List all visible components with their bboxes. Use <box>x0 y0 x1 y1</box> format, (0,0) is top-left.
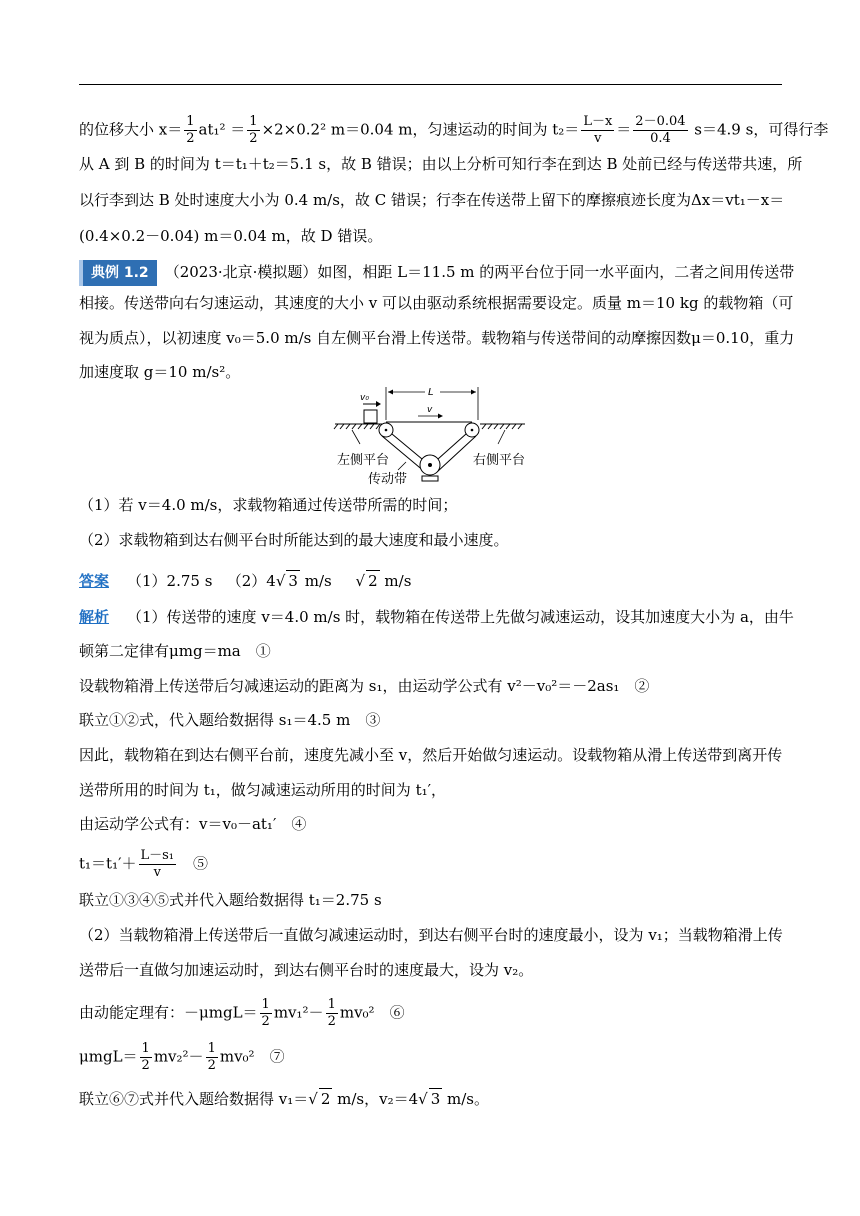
example-line4: 加速度取 g＝10 m/s²。 <box>79 363 241 381</box>
question-1: （1）若 v＝4.0 m/s，求载物箱通过传送带所需的时间； <box>79 496 458 514</box>
example-line2: 相接。传送带向右匀速运动，其速度的大小 v 可以由驱动系统根据需要设定。质量 m＝10 kg 的载物箱（可 <box>79 294 794 312</box>
conveyor-figure <box>330 384 530 484</box>
analysis-line11: 送带后一直做匀加速运动时，到达右侧平台时的速度最大，设为 v₂。 <box>79 961 534 979</box>
left-platform-label: 左侧平台 <box>337 453 390 468</box>
answer-line: 答案 （1）2.75 s （2）4√ 3 m/s √ 2 m/s <box>79 572 412 590</box>
analysis-line14: 联立⑥⑦式并代入题给数据得 v₁＝√ 2 m/s，v₂＝4√ 3 m/s。 <box>79 1090 490 1108</box>
left-platform-ground <box>334 424 382 429</box>
label-v0: v₀ <box>360 393 369 403</box>
para1-line4: (0.4×0.2－0.04) m＝0.04 m，故 D 错误。 <box>79 227 383 245</box>
example-tag: 典例 1.2 <box>79 260 157 286</box>
example-line1: 典例 1.2 （2023·北京·模拟题）如图，相距 L＝11.5 m 的两平台位于同一水平面内，二者之间用传送带 <box>79 260 782 286</box>
para1-line2: 从 A 到 B 的时间为 t＝t₁＋t₂＝5.1 s，故 B 错误；由以上分析可知行李在到达 B 处前已经与传送带共速，所 <box>79 155 803 173</box>
analysis-line12: 由动能定理有：－μmgL＝ $\frac{1}{2}$ mv₁²－ $\frac{1}{2}$ mv₀² ⑥ <box>79 997 405 1029</box>
para1-line3: 以行李到达 B 处时速度大小为 0.4 m/s，故 C 错误；行李在传送带上留下的摩擦痕迹长度为Δx＝vt₁－x＝ <box>79 191 785 209</box>
analysis-line13: μmgL＝ $\frac{1}{2}$ mv₂²－ $\frac{1}{2}$ mv₀² ⑦ <box>79 1041 285 1073</box>
analysis-line8: t₁＝t₁′＋ $\frac{\text{L－s₁}}{v}$ ⑤ <box>79 848 209 880</box>
para1-line1: 的位移大小 x＝ $\frac{1}{2}$ at₁² ＝ $\frac{1}{2}$ ×2×0.2² m＝0.04 m，匀速运动的时间为 t₂＝ $\frac{L-x}{v}$ ＝ $\frac{2-0.04}{0.4}$ s＝4.9 s，可得行李 <box>79 114 829 146</box>
analysis-line7: 由运动学公式有：v＝v₀－at₁′ ④ <box>79 815 307 833</box>
analysis-line4: 联立①②式，代入题给数据得 s₁＝4.5 m ③ <box>79 711 381 729</box>
label-L: L <box>428 387 434 398</box>
cargo-box <box>364 410 377 423</box>
example-line3: 视为质点），以初速度 v₀＝5.0 m/s 自左侧平台滑上传送带。载物箱与传送带间的动摩擦因数μ＝0.10，重力 <box>79 329 795 347</box>
header-rule <box>79 84 782 85</box>
analysis-line3: 设载物箱滑上传送带后匀减速运动的距离为 s₁，由运动学公式有 v²－v₀²＝－2as₁ ② <box>79 677 650 695</box>
analysis-line5: 因此，载物箱在到达右侧平台前，速度先减小至 v，然后开始做匀速运动。设载物箱从滑上传送带到离开传 <box>79 746 783 764</box>
analysis-line6: 送带所用的时间为 t₁，做匀减速运动所用的时间为 t₁′， <box>79 781 447 799</box>
label-v: v <box>427 405 433 415</box>
analysis-line10: （2）当载物箱滑上传送带后一直做匀减速运动时，到达右侧平台时的速度最小，设为 v₁；当载物箱滑上传 <box>79 926 783 944</box>
analysis-line1: 解析 （1）传送带的速度 v＝4.0 m/s 时，载物箱在传送带上先做匀减速运动，设其加速度大小为 a，由牛 <box>79 608 794 626</box>
right-platform-label: 右侧平台 <box>473 453 526 468</box>
analysis-label: 解析 <box>79 608 110 626</box>
analysis-line9: 联立①③④⑤式并代入题给数据得 t₁＝2.75 s <box>79 891 382 909</box>
right-platform-ground <box>480 424 525 429</box>
analysis-line2: 顿第二定律有μmg＝ma ① <box>79 642 271 660</box>
answer-label: 答案 <box>79 572 110 590</box>
belt-label: 传动带 <box>368 472 408 487</box>
question-2: （2）求载物箱到达右侧平台时所能达到的最大速度和最小速度。 <box>79 531 509 549</box>
